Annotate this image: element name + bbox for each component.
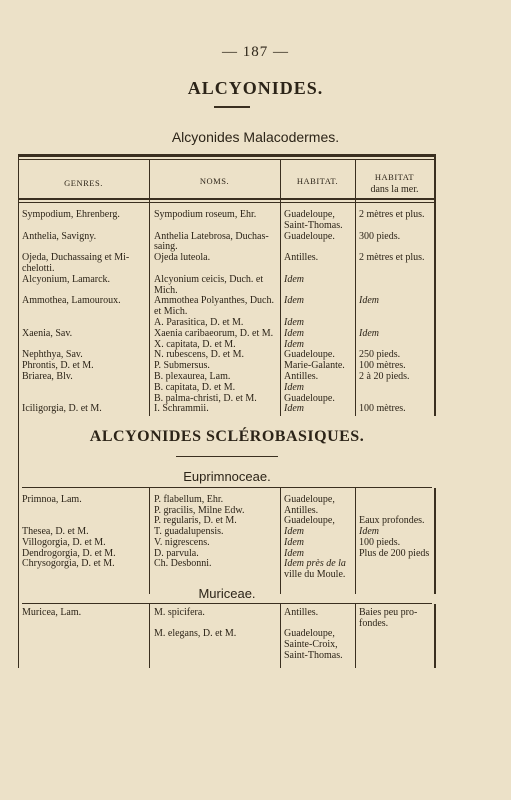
- table-cell-habitat: Guadeloupe,: [284, 494, 335, 505]
- table-cell-nom: P. Submersus.: [154, 360, 210, 372]
- table-cell-genre: Muricea, Lam.: [22, 607, 82, 618]
- column-line-right: [434, 154, 436, 416]
- table-cell-habitat: Saint-Thomas.: [284, 219, 343, 231]
- table-cell-habitat: Idem: [284, 327, 304, 339]
- section-title-sclerobasiques: ALCYONIDES SCLÉROBASIQUES.: [89, 428, 365, 445]
- table-cell-habitat: Antilles.: [284, 371, 319, 382]
- page-number: — 187 —: [222, 44, 289, 60]
- page-title: ALCYONIDES.: [187, 78, 324, 98]
- header-noms: NOMS.: [199, 176, 230, 186]
- table-cell-nom: Mich.: [154, 284, 178, 296]
- table-cell-genre: Ojeda, Duchassaing et Mi-: [22, 252, 130, 264]
- s2-col-line-3: [355, 488, 356, 594]
- table-cell-habitat-mer: Idem: [359, 327, 379, 339]
- table-cell-habitat: Idem: [284, 273, 304, 285]
- table-cell-habitat-mer: 300 pieds.: [359, 230, 401, 242]
- table-cell-habitat-mer: Eaux profondes.: [359, 515, 425, 527]
- table-cell-genre: Phrontis, D. et M.: [22, 360, 94, 372]
- table-cell-habitat: Idem: [284, 295, 304, 307]
- table-cell-habitat-mer: Idem: [359, 295, 379, 307]
- table-cell-nom: P. gracilis, Milne Edw.: [154, 504, 245, 516]
- table-cell-habitat: Idem: [284, 381, 304, 393]
- table-cell-nom: M. elegans, D. et M.: [154, 628, 237, 640]
- header-rule: [18, 198, 436, 200]
- header-habitat-mer-1: HABITAT: [374, 172, 415, 182]
- table-cell-genre: chelotti.: [22, 263, 55, 274]
- table-cell-nom: Sympodium roseum, Ehr.: [154, 209, 257, 220]
- species-table: [18, 154, 436, 668]
- table-cell-habitat: ville du Moule.: [284, 568, 346, 580]
- table-cell-habitat: Antilles.: [284, 607, 319, 618]
- table-cell-habitat: Guadeloupe,: [284, 628, 335, 640]
- table-cell-habitat: Idem près de la: [284, 558, 346, 570]
- table-cell-nom: V. nigrescens.: [154, 536, 210, 548]
- table-cell-habitat: Idem: [284, 536, 304, 548]
- subsection-muriceae: Muriceae.: [198, 586, 256, 601]
- euprimnoceae-rule: [22, 487, 432, 488]
- table-top-rule-thin: [18, 159, 436, 160]
- table-cell-nom: N. rubescens, D. et M.: [154, 349, 244, 361]
- table-cell-habitat: Idem: [284, 547, 304, 559]
- table-cell-nom: B. palma-christi, D. et M.: [154, 392, 257, 404]
- table-cell-genre: Dendrogorgia, D. et M.: [22, 547, 116, 559]
- table-cell-nom: Ojeda luteola.: [154, 252, 211, 264]
- table-cell-habitat-mer: Idem: [359, 526, 379, 538]
- table-cell-nom: B. plexaurea, Lam.: [154, 371, 231, 382]
- table-cell-nom: et Mich.: [154, 306, 188, 318]
- title-rule: [214, 106, 250, 108]
- table-cell-nom: Ammothea Polyanthes, Duch.: [154, 295, 274, 307]
- table-cell-habitat-mer: 2 mètres et plus.: [359, 252, 425, 264]
- table-cell-habitat: Guadeloupe.: [284, 392, 335, 404]
- table-cell-nom: A. Parasitica, D. et M.: [154, 317, 244, 328]
- table-cell-nom: Anthelia Latebrosa, Duchas-: [154, 230, 269, 242]
- table-cell-habitat: Antilles.: [284, 252, 319, 264]
- header-genres: GENRES.: [64, 178, 103, 188]
- table-cell-habitat: Idem: [284, 317, 304, 328]
- table-cell-nom: I. Schrammii.: [154, 403, 209, 415]
- s3-col-line-2: [280, 604, 281, 668]
- table-cell-habitat: Guadeloupe,: [284, 209, 335, 220]
- s2-col-line-right: [434, 488, 436, 594]
- table-cell-habitat-mer: 100 pieds.: [359, 536, 401, 548]
- table-cell-habitat: Marie-Galante.: [284, 360, 345, 372]
- table-cell-genre: Sympodium, Ehrenberg.: [22, 209, 120, 220]
- header-rule-thin: [18, 202, 436, 203]
- table-cell-habitat-mer: 250 pieds.: [359, 349, 401, 361]
- table-cell-nom: B. capitata, D. et M.: [154, 381, 236, 393]
- s3-col-line-right: [434, 604, 436, 668]
- table-cell-habitat: Idem: [284, 338, 304, 350]
- header-habitat-mer-2: dans la mer.: [370, 184, 419, 195]
- muriceae-rule: [22, 603, 432, 604]
- table-cell-habitat-mer: 100 mètres.: [359, 360, 406, 372]
- table-cell-genre: Thesea, D. et M.: [22, 526, 89, 538]
- table-cell-nom: T. guadalupensis.: [154, 526, 224, 538]
- table-cell-genre: Ammothea, Lamouroux.: [22, 295, 121, 307]
- table-cell-habitat-mer: 2 mètres et plus.: [359, 209, 425, 220]
- s3-col-line-3: [355, 604, 356, 668]
- table-cell-nom: Xaenia caribaeorum, D. et M.: [154, 327, 274, 339]
- table-top-rule: [18, 154, 436, 157]
- table-cell-genre: Villogorgia, D. et M.: [22, 536, 106, 548]
- table-cell-nom: Alcyonium ceicis, Duch. et: [154, 273, 264, 285]
- table-cell-nom: D. parvula.: [154, 547, 199, 559]
- table-cell-genre: Primnoa, Lam.: [22, 494, 82, 505]
- table-cell-habitat-mer: 2 à 20 pieds.: [359, 371, 410, 382]
- column-line-3: [355, 160, 356, 416]
- s2-col-line-1: [149, 488, 150, 594]
- table-cell-habitat: Idem: [284, 403, 304, 415]
- table-cell-genre: Xaenia, Sav.: [22, 327, 73, 339]
- table-cell-nom: M. spicifera.: [154, 607, 205, 618]
- table-cell-genre: Briarea, Blv.: [22, 371, 73, 382]
- table-cell-habitat-mer: 100 mètres.: [359, 403, 406, 415]
- column-line-2: [280, 160, 281, 416]
- section-rule: [176, 456, 278, 457]
- table-cell-habitat-mer: Baies peu pro-: [359, 607, 418, 618]
- table-cell-habitat: Guadeloupe.: [284, 349, 335, 361]
- section-subtitle: Alcyonides Malacodermes.: [171, 129, 340, 145]
- table-cell-nom: saing.: [154, 241, 178, 253]
- table-cell-habitat: Antilles.: [284, 504, 319, 516]
- table-cell-habitat: Guadeloupe,: [284, 515, 335, 527]
- table-cell-genre: Alcyonium, Lamarck.: [22, 273, 111, 285]
- table-cell-genre: Iciligorgia, D. et M.: [22, 403, 102, 415]
- column-line-1: [149, 160, 150, 416]
- table-cell-habitat: Guadeloupe.: [284, 230, 335, 242]
- s2-col-line-2: [280, 488, 281, 594]
- table-cell-habitat: Saint-Thomas.: [284, 649, 343, 661]
- table-cell-nom: Ch. Desbonni.: [154, 558, 212, 570]
- table-cell-habitat-mer: fondes.: [359, 617, 389, 629]
- table-cell-genre: Anthelia, Savigny.: [22, 230, 97, 242]
- table-cell-habitat-mer: Plus de 200 pieds: [359, 547, 430, 559]
- table-cell-nom: X. capitata, D. et M.: [154, 338, 236, 350]
- table-cell-nom: P. regularis, D. et M.: [154, 515, 237, 527]
- table-cell-habitat: Idem: [284, 526, 304, 538]
- table-cell-genre: Nephthya, Sav.: [22, 349, 83, 361]
- s3-col-line-1: [149, 604, 150, 668]
- subsection-euprimnoceae: Euprimnoceae.: [183, 469, 271, 484]
- table-cell-habitat: Sainte-Croix,: [284, 639, 338, 651]
- table-cell-genre: Chrysogorgia, D. et M.: [22, 558, 115, 570]
- table-cell-nom: P. flabellum, Ehr.: [154, 494, 224, 505]
- header-habitat: HABITAT.: [296, 176, 339, 186]
